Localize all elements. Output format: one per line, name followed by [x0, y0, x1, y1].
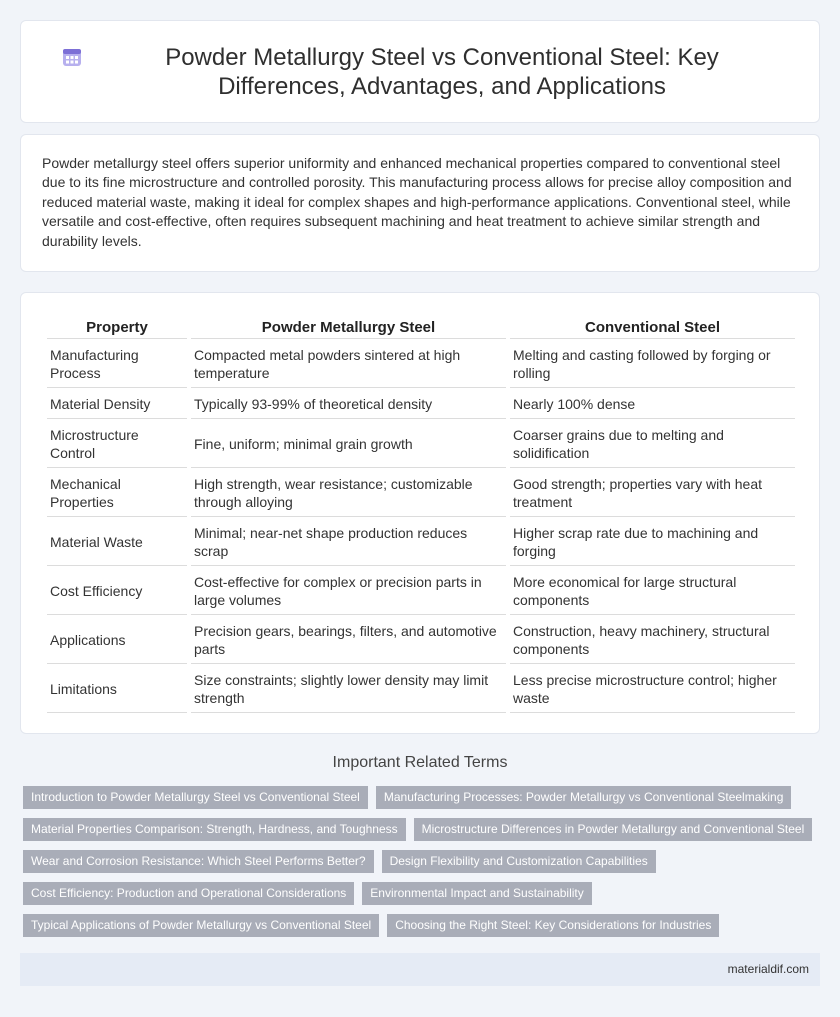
powder-metallurgy-cell: Cost-effective for complex or precision parts in large volumes	[191, 568, 506, 615]
table-row	[47, 617, 795, 664]
conventional-cell: Higher scrap rate due to machining and forging	[510, 519, 795, 566]
table-row	[47, 421, 795, 468]
title-wrap	[21, 43, 819, 101]
comparison-table	[43, 312, 799, 715]
powder-metallurgy-cell: Fine, uniform; minimal grain growth	[191, 421, 506, 468]
term-row	[23, 818, 823, 841]
property-cell: Microstructure Control	[47, 421, 187, 468]
related-term-tag[interactable]: Microstructure Differences in Powder Metallurgy and Conventional Steel	[414, 818, 813, 841]
property-cell: Mechanical Properties	[47, 470, 187, 517]
calendar-grid-icon	[62, 47, 82, 67]
powder-metallurgy-cell: Compacted metal powders sintered at high temperature	[191, 341, 506, 388]
term-row	[23, 786, 823, 809]
related-terms-heading: Important Related Terms	[332, 754, 508, 771]
property-cell: Cost Efficiency	[47, 568, 187, 615]
related-term-tag[interactable]: Choosing the Right Steel: Key Considerations for Industries	[387, 914, 719, 937]
intro-paragraph: Powder metallurgy steel offers superior uniformity and enhanced mechanical properties compared to conventional steel due to its fine microstructure and controlled porosity. This manufacturing process allows for precise alloy composition and reduced material waste, making it ideal for complex shapes and high-performance applications. Conventional steel, while versatile and cost-effective, often requires subsequent machining and heat treatment to achieve similar strength and durability levels.	[42, 155, 792, 249]
related-terms-list	[23, 786, 823, 946]
conventional-cell: Good strength; properties vary with heat treatment	[510, 470, 795, 517]
intro-card	[20, 134, 820, 272]
column-header-conventional: Conventional Steel	[510, 314, 795, 339]
table-row	[47, 470, 795, 517]
conventional-cell: Construction, heavy machinery, structural components	[510, 617, 795, 664]
powder-metallurgy-cell: Typically 93-99% of theoretical density	[191, 390, 506, 419]
related-term-tag[interactable]: Introduction to Powder Metallurgy Steel vs Conventional Steel	[23, 786, 368, 809]
related-term-tag[interactable]: Material Properties Comparison: Strength, Hardness, and Toughness	[23, 818, 406, 841]
conventional-cell: More economical for large structural components	[510, 568, 795, 615]
footer-bar	[20, 953, 820, 986]
column-header-powder-metallurgy: Powder Metallurgy Steel	[191, 314, 506, 339]
powder-metallurgy-cell: Size constraints; slightly lower density may limit strength	[191, 666, 506, 713]
related-term-tag[interactable]: Wear and Corrosion Resistance: Which Steel Performs Better?	[23, 850, 374, 873]
comparison-table-card	[20, 292, 820, 734]
table-header-row	[47, 314, 795, 339]
conventional-cell: Nearly 100% dense	[510, 390, 795, 419]
table-row	[47, 568, 795, 615]
term-row	[23, 850, 823, 873]
related-term-tag[interactable]: Typical Applications of Powder Metallurgy vs Conventional Steel	[23, 914, 379, 937]
conventional-cell: Less precise microstructure control; higher waste	[510, 666, 795, 713]
conventional-cell: Melting and casting followed by forging or rolling	[510, 341, 795, 388]
powder-metallurgy-cell: High strength, wear resistance; customizable through alloying	[191, 470, 506, 517]
table-row	[47, 341, 795, 388]
term-row	[23, 914, 823, 937]
header-card	[20, 20, 820, 123]
related-term-tag[interactable]: Manufacturing Processes: Powder Metallurgy vs Conventional Steelmaking	[376, 786, 792, 809]
powder-metallurgy-cell: Precision gears, bearings, filters, and automotive parts	[191, 617, 506, 664]
conventional-cell: Coarser grains due to melting and solidification	[510, 421, 795, 468]
property-cell: Applications	[47, 617, 187, 664]
property-cell: Material Density	[47, 390, 187, 419]
property-cell: Limitations	[47, 666, 187, 713]
table-row	[47, 390, 795, 419]
table-row	[47, 666, 795, 713]
property-cell: Manufacturing Process	[47, 341, 187, 388]
term-row	[23, 882, 823, 905]
related-term-tag[interactable]: Design Flexibility and Customization Capabilities	[382, 850, 656, 873]
related-term-tag[interactable]: Environmental Impact and Sustainability	[362, 882, 591, 905]
table-row	[47, 519, 795, 566]
related-term-tag[interactable]: Cost Efficiency: Production and Operational Considerations	[23, 882, 354, 905]
column-header-property: Property	[47, 314, 187, 339]
property-cell: Material Waste	[47, 519, 187, 566]
page-title: Powder Metallurgy Steel vs Conventional Steel: Key Differences, Advantages, and Applications	[165, 44, 719, 100]
site-credit[interactable]: materialdif.com	[727, 962, 809, 976]
powder-metallurgy-cell: Minimal; near-net shape production reduces scrap	[191, 519, 506, 566]
